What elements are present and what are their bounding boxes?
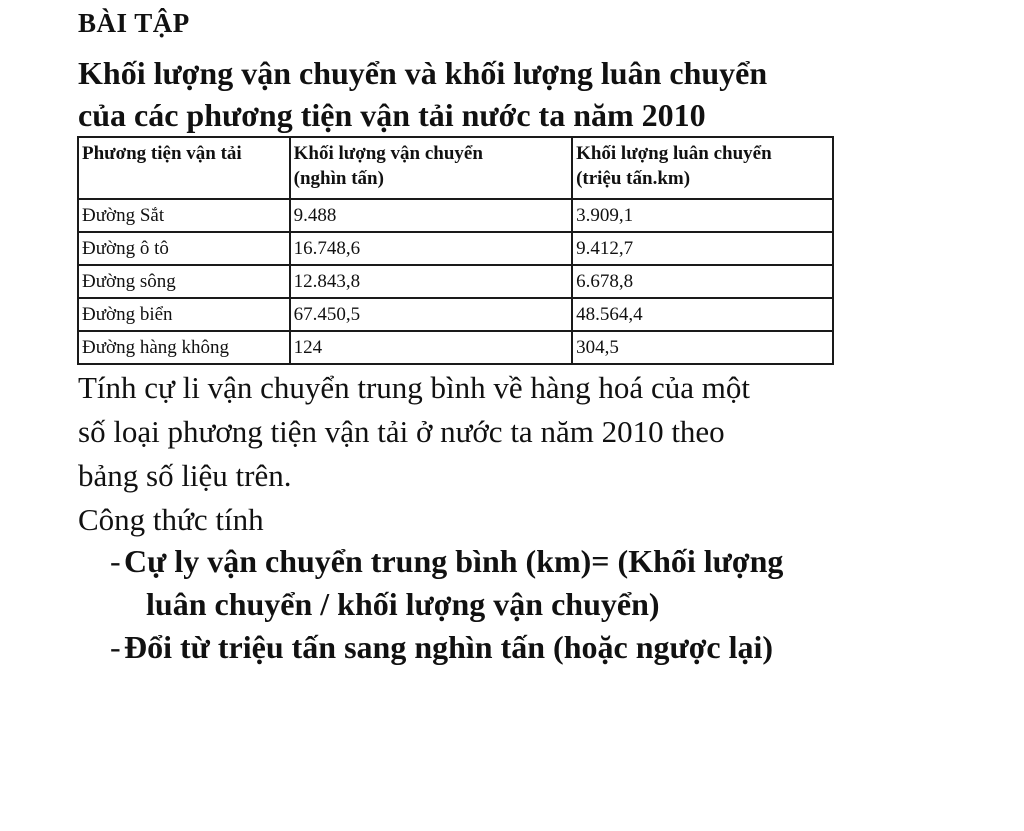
list-item: [110, 626, 970, 669]
page-title: [78, 52, 958, 136]
table-row: [78, 199, 833, 232]
formula-label: Công thức tính: [78, 502, 264, 537]
bullet-1-line-2: luân chuyển / khối lượng vận chuyển): [146, 586, 660, 622]
cell-rotation-volume: 3.909,1: [572, 199, 833, 232]
bullet-dash-icon: -: [110, 543, 121, 579]
cell-transport-volume: 12.843,8: [290, 265, 572, 298]
title-line-2: của các phương tiện vận tải nước ta năm 2010: [78, 97, 706, 133]
formula-list: [110, 540, 970, 669]
cell-vehicle-type: Đường ô tô: [78, 232, 290, 265]
table-row: [78, 331, 833, 364]
cell-transport-volume: 124: [290, 331, 572, 364]
task-line-2: số loại phương tiện vận tải ở nước ta năm 2010 theo: [78, 414, 725, 449]
bullet-dash-icon: -: [110, 629, 121, 665]
cell-transport-volume: 9.488: [290, 199, 572, 232]
header-rotation-volume-label: Khối lượng luân chuyển: [576, 143, 772, 164]
cell-rotation-volume: 9.412,7: [572, 232, 833, 265]
cell-rotation-volume: 304,5: [572, 331, 833, 364]
header-vehicle-type-label: Phương tiện vận tải: [82, 143, 242, 164]
data-table: [77, 136, 834, 365]
header-transport-volume-unit: (nghìn tấn): [293, 168, 384, 189]
table-row: [78, 232, 833, 265]
table-row: [78, 265, 833, 298]
task-line-1: Tính cự li vận chuyển trung bình về hàng hoá của một: [78, 370, 750, 405]
bullet-1-line-1: Cự ly vận chuyển trung bình (km)= (Khối lượng: [124, 543, 784, 579]
table-row: [78, 298, 833, 331]
header-rotation-volume-unit: (triệu tấn.km): [576, 168, 691, 189]
cell-vehicle-type: Đường hàng không: [78, 331, 290, 364]
task-line-3: bảng số liệu trên.: [78, 458, 292, 493]
title-line-1: Khối lượng vận chuyển và khối lượng luân chuyển: [78, 55, 768, 91]
cell-transport-volume: 16.748,6: [290, 232, 572, 265]
header-transport-volume-label: Khối lượng vận chuyển: [293, 143, 483, 164]
header-transport-volume: [290, 137, 572, 199]
cell-rotation-volume: 6.678,8: [572, 265, 833, 298]
cell-vehicle-type: Đường sông: [78, 265, 290, 298]
cell-transport-volume: 67.450,5: [290, 298, 572, 331]
cell-vehicle-type: Đường Sắt: [78, 199, 290, 232]
cell-vehicle-type: Đường biển: [78, 298, 290, 331]
exercise-heading: BÀI TẬP: [78, 8, 190, 38]
cell-rotation-volume: 48.564,4: [572, 298, 833, 331]
task-paragraph: [78, 366, 958, 498]
header-rotation-volume: [572, 137, 833, 199]
bullet-2-text: Đổi từ triệu tấn sang nghìn tấn (hoặc ngược lại): [124, 629, 774, 665]
table-header-row: [78, 137, 833, 199]
list-item: [110, 540, 970, 626]
header-vehicle-type: [78, 137, 290, 199]
